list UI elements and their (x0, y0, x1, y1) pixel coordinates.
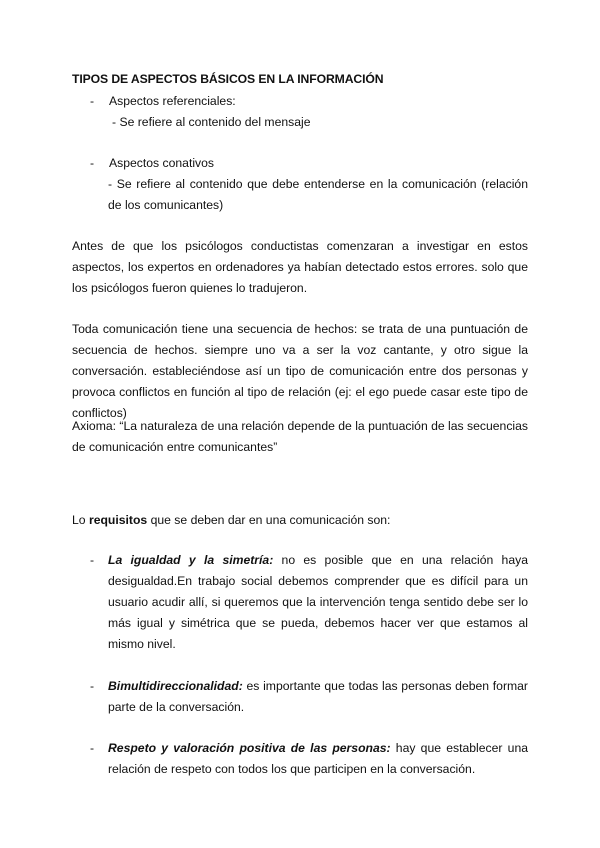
paragraph-secuencia: Toda comunicación tiene una secuencia de hechos: se trata de una puntuación de secuencia de hechos. siempre uno va a ser la voz cantante, y otro sigue la conversación. estableciéndose así un tipo de comunicación entre dos personas y provoca conflictos en función al tipo de relación (ej: el ego puede casar este tipo de conflictos) (72, 322, 528, 420)
requirement-term: Respeto y valoración positiva de las personas: (108, 741, 391, 755)
paragraph-axioma: Axioma: “La naturaleza de una relación depende de la puntuación de las secuencias de comunicación entre comunicantes” (72, 419, 528, 454)
bullet-dash: - (90, 679, 95, 693)
bullet-dash: - (90, 553, 95, 567)
bullet-dash: - (90, 94, 95, 108)
document-title: TIPOS DE ASPECTOS BÁSICOS EN LA INFORMACIÓN (72, 72, 384, 86)
bullet-dash: - (90, 156, 95, 170)
requirement-igualdad (108, 550, 528, 655)
aspect-referenciales-label: Aspectos referenciales: (109, 94, 236, 108)
aspect-conativos-label: Aspectos conativos (109, 156, 215, 170)
paragraph-psicologos: Antes de que los psicólogos conductistas comenzaran a investigar en estos aspectos, los expertos en ordenadores ya habían detectado estos errores. solo que los psicólogos fueron quienes lo tradujeron. (72, 239, 528, 295)
aspect-conativos-detail: - Se refiere al contenido que debe entenderse en la comunicación (relación de los comunicantes) (108, 177, 528, 212)
requirements-intro-after: que se deben dar en una comunicación son: (147, 513, 391, 527)
requirement-term: La igualdad y la simetría: (108, 553, 274, 567)
requirements-intro-bold: requisitos (88, 513, 148, 527)
requirements-intro (72, 510, 528, 531)
aspect-referenciales-detail: - Se refiere al contenido del mensaje (112, 115, 311, 129)
requirement-text: no es posible que en una relación haya desigualdad.En trabajo social debemos comprender que es difícil para un usuario acudir allí, si queremos que la intervención tenga sentido debe ser lo más igual y simétrica que se pueda, debemos hacer ver que estamos al mismo nivel. (108, 553, 528, 651)
requirement-respeto (108, 738, 528, 780)
requirement-bimultidireccionalidad (108, 676, 528, 718)
requirement-text: es importante que todas las personas deben formar parte de la conversación. (108, 679, 528, 714)
bullet-dash: - (90, 741, 95, 755)
requirement-text: hay que establecer una relación de respeto con todos los que participen en la conversación. (108, 741, 529, 776)
requirements-intro-before: Lo (72, 513, 89, 527)
requirement-term: Bimultidireccionalidad: (108, 679, 243, 693)
